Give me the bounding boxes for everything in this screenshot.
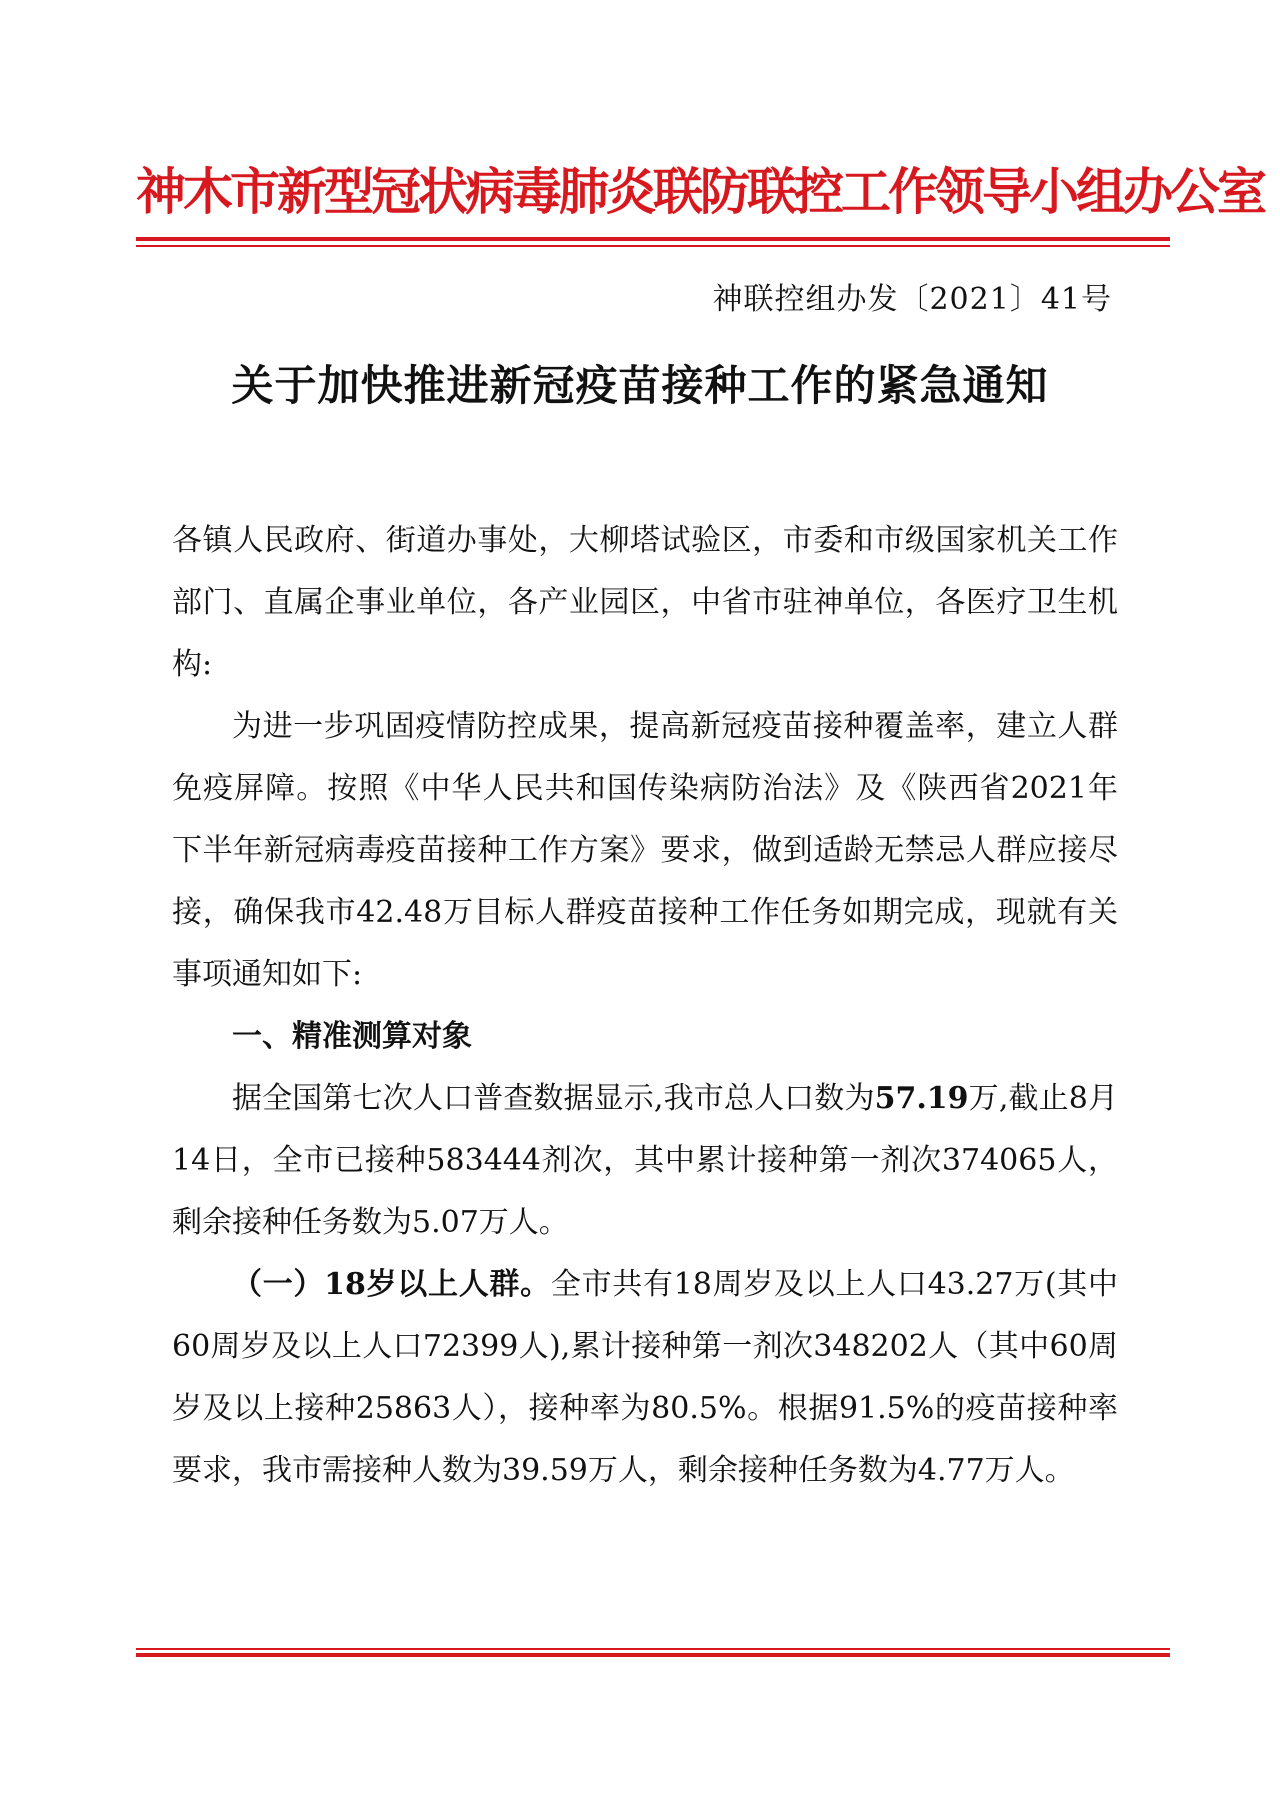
intro-paragraph: 为进一步巩固疫情防控成果，提高新冠疫苗接种覆盖率，建立人群免疫屏障。按照《中华人民共和国传染病防治法》及《陕西省2021年下半年新冠病毒疫苗接种工作方案》要求，做到适龄无禁忌人群应接尽接，确保我市42.48万目标人群疫苗接种工作任务如期完成，现就有关事项通知如下: xyxy=(172,709,1118,992)
subsection-paragraph xyxy=(172,1254,1118,1502)
population-total: 57.19 xyxy=(874,1081,969,1116)
footer-rule-thick xyxy=(136,1653,1170,1657)
document-number: 神联控组办发〔2021〕41号 xyxy=(712,282,1112,317)
document-body xyxy=(172,510,1118,1502)
document-title: 关于加快推进新冠疫苗接种工作的紧急通知 xyxy=(231,361,1049,410)
subsection-label: （一）18岁以上人群。 xyxy=(232,1267,551,1302)
section-heading: 一、精准测算对象 xyxy=(232,1019,472,1054)
section-paragraph xyxy=(172,1068,1118,1254)
letterhead-rule-thick xyxy=(136,237,1170,241)
recipients-paragraph: 各镇人民政府、街道办事处，大柳塔试验区，市委和市级国家机关工作部门、直属企事业单位，各产业园区，中省市驻神单位，各医疗卫生机构: xyxy=(172,523,1118,682)
population-text-a: 据全国第七次人口普查数据显示,我市总人口数为 xyxy=(232,1081,875,1116)
letterhead-rule-thin xyxy=(136,245,1170,247)
subsection-text: 全市共有18周岁及以上人口43.27万(其中60周岁及以上人口72399人),累计接种第一剂次348202人（其中60周岁及以上接种25863人），接种率为80.5%。根据91.5%的疫苗接种率要求，我市需接种人数为39.59万人，剩余接种任务数为4.77万人。 xyxy=(172,1267,1118,1488)
footer-rule-thin xyxy=(136,1648,1170,1650)
letterhead-organization: 神木市新型冠状病毒肺炎联防联控工作领导小组办公室 xyxy=(136,163,1264,221)
population-text-b: 万,截止8月14日，全市已接种583444剂次，其中累计接种第一剂次374065人，剩余接种任务数为5.07万人。 xyxy=(172,1081,1119,1240)
